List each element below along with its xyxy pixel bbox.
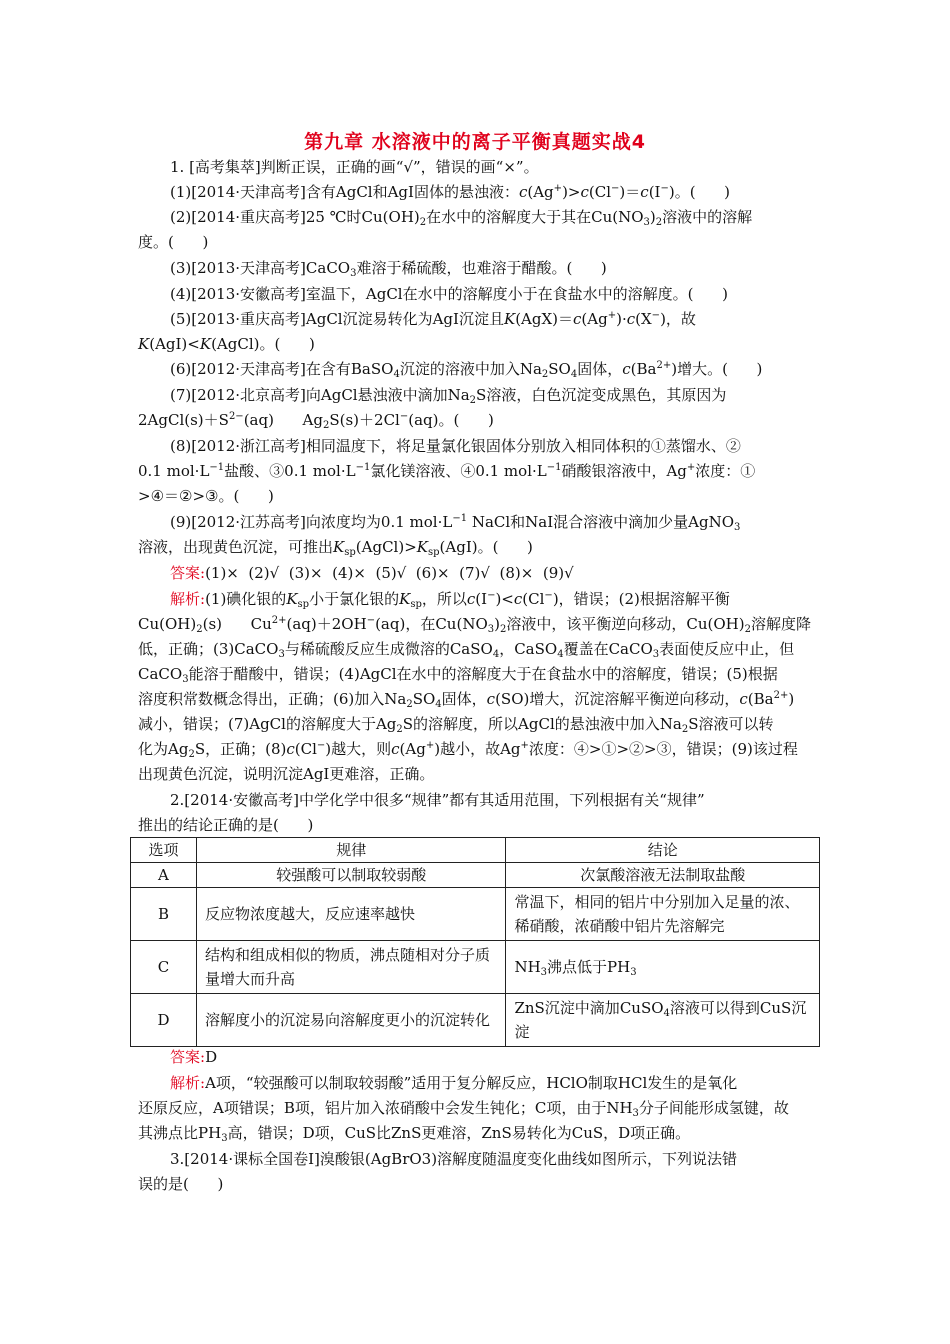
answer-label: 答案: xyxy=(170,1048,206,1066)
q2-stem-1: 2.[2014·安徽高考]中学化学中很多“规律”都有其适用范围，下列根据有关“规律” xyxy=(170,791,705,809)
q2-answer xyxy=(170,1047,217,1067)
table-header-row xyxy=(131,838,820,863)
q1-analysis-6: 减小，错误；(7)AgCl的溶解度大于$Ag_2S$的溶解度，所以AgCl的悬浊液中加入$Na_2S$溶液可以转 xyxy=(138,715,774,735)
row-option: D xyxy=(131,994,197,1047)
table-header-conclusion: 结论 xyxy=(506,838,820,863)
q1-item-3: (3)[2013·天津高考]CaCO$_3$难溶于稀硫酸，也难溶于醋酸。( ) xyxy=(170,259,607,279)
q1-item-2-cont: 度。( ) xyxy=(138,233,209,251)
q1-analysis-1: 解析:(1)碘化银的$K_{sp}$小于氯化银的$K_{sp}$，所以c(I−)<c(Cl−)，错误；(2)根据溶解平衡 xyxy=(170,590,730,610)
q2-analysis-1: 解析:A项，“较强酸可以制取较弱酸”适用于复分解反应，HClO制取HCl发生的是氧化 xyxy=(170,1074,738,1092)
q1-item-8-cont-1: 0.1 $mol\cdot L^{-1}$盐酸、③0.1 $mol\cdot L^{-1}$氯化镁溶液、④0.1 $mol\cdot L^{-1}$硝酸银溶液中，Ag+浓度：① xyxy=(138,462,756,480)
analysis-label: 解析: xyxy=(170,1074,206,1092)
row-rule: 较强酸可以制取较弱酸 xyxy=(196,863,506,888)
answer-label: 答案: xyxy=(170,564,206,582)
q1-item-2: (2)[2014·重庆高考]25 ℃时$Cu(OH)_2$在水中的溶解度大于其在$Cu(NO_3)_2$溶液中的溶解 xyxy=(170,208,753,228)
q1-item-5: (5)[2013·重庆高考]AgCl沉淀易转化为AgI沉淀且K(AgX)＝c(Ag+)·c(X−)，故 xyxy=(170,310,696,328)
q1-item-9: (9)[2012·江苏高考]向浓度均为0.1 $mol\cdot L^{-1}$ NaCl和NaI混合溶液中滴加少量AgNO$_3$ xyxy=(170,513,741,533)
row-option: A xyxy=(131,863,197,888)
table-row xyxy=(131,994,820,1047)
q3-stem-1: 3.[2014·课标全国卷Ⅰ]溴酸银(AgBrO3)溶解度随温度变化曲线如图所示，下列说法错 xyxy=(170,1150,738,1168)
q3-stem-2: 误的是( ) xyxy=(138,1175,224,1193)
q1-item-9-cont: 溶液，出现黄色沉淀，可推出$K_{sp}(AgCl)>K_{sp}(AgI)$。( ) xyxy=(138,538,533,558)
row-rule: 溶解度小的沉淀易向溶解度更小的沉淀转化 xyxy=(196,994,506,1047)
q1-item-8: (8)[2012·浙江高考]相同温度下，将足量氯化银固体分别放入相同体积的①蒸馏水、② xyxy=(170,437,741,455)
q2-analysis-3: 其沸点比$PH_3$高，错误；D项，CuS比ZnS更难溶，ZnS易转化为CuS，D项正确。 xyxy=(138,1124,691,1144)
table-row xyxy=(131,888,820,941)
q1-analysis-3: 低，正确；(3)CaCO$_3$与稀硫酸反应生成微溶的CaSO$_4$，CaSO$_4$覆盖在CaCO$_3$表面使反应中止，但 xyxy=(138,640,795,660)
q2-table xyxy=(130,837,820,1047)
q1-analysis-7: 化为$Ag_2S$，正确；(8)c(Cl−)越大，则c(Ag+)越小，故Ag+浓度：④>①>②>③，错误；(9)该过程 xyxy=(138,740,798,760)
q1-item-7: (7)[2012·北京高考]向AgCl悬浊液中滴加$Na_2S$溶液，白色沉淀变成黑色，其原因为 xyxy=(170,386,727,406)
q1-answer-text: (1)× (2)√ (3)× (4)× (5)√ (6)× (7)√ (8)× (9)√ xyxy=(205,564,574,582)
analysis-label: 解析: xyxy=(170,590,206,608)
row-conclusion: 次氯酸溶液无法制取盐酸 xyxy=(506,863,820,888)
q1-analysis-8: 出现黄色沉淀，说明沉淀AgI更难溶，正确。 xyxy=(138,765,435,783)
q1-analysis-4: CaCO$_3$能溶于醋酸中，错误；(4)AgCl在水中的溶解度大于在食盐水中的溶解度，错误；(5)根据 xyxy=(138,665,778,685)
row-conclusion: $NH_3$沸点低于$PH_3$ xyxy=(506,941,820,994)
table-header-rule: 规律 xyxy=(196,838,506,863)
q1-item-6: (6)[2012·天津高考]在含有BaSO$_4$沉淀的溶液中加入$Na_2SO_4$固体，$c(Ba^{2+})$增大。( ) xyxy=(170,360,763,380)
q2-answer-text: D xyxy=(205,1048,218,1066)
q1-analysis-2: $Cu(OH)_2(s)$ $Cu^{2+}(aq)+2OH^-(aq)$，在$Cu(NO_3)_2$溶液中，该平衡逆向移动，$Cu(OH)_2$溶解度降 xyxy=(138,615,811,635)
row-option: C xyxy=(131,941,197,994)
q1-item-5-cont: K(AgI)<K(AgCl)。( ) xyxy=(138,335,315,353)
q2-stem-2: 推出的结论正确的是( ) xyxy=(138,816,314,834)
table-header-option: 选项 xyxy=(131,838,197,863)
table-row xyxy=(131,941,820,994)
row-option: B xyxy=(131,888,197,941)
q1-item-1: (1)[2014·天津高考]含有AgCl和AgI固体的悬浊液：c(Ag+)>c(Cl−)＝c(I−)。( ) xyxy=(170,183,731,201)
q1-item-4: (4)[2013·安徽高考]室温下，AgCl在水中的溶解度小于在食盐水中的溶解度。( ) xyxy=(170,285,728,303)
q1-analysis-5: 溶度积常数概念得出，正确；(6)加入$Na_2SO_4$固体，c(SO)增大，沉淀溶解平衡逆向移动，$c(Ba^{2+})$ xyxy=(138,690,795,710)
chapter-title: 第九章 水溶液中的离子平衡真题实战4 xyxy=(304,131,646,153)
q1-answer xyxy=(170,563,574,583)
q1-item-8-cont-2: >④＝②>③。( ) xyxy=(138,487,274,505)
q2-analysis-2: 还原反应，A项错误；B项，铝片加入浓硝酸中会发生钝化；C项，由于$NH_3$分子间能形成氢键，故 xyxy=(138,1099,789,1119)
row-conclusion: ZnS沉淀中滴加CuSO$_4$溶液可以得到CuS沉淀 xyxy=(506,994,820,1047)
row-rule: 结构和组成相似的物质，沸点随相对分子质量增大而升高 xyxy=(196,941,506,994)
table-row xyxy=(131,863,820,888)
q1-stem: 1. [高考集萃]判断正误，正确的画“√”，错误的画“×”。 xyxy=(170,158,539,176)
row-conclusion: 常温下，相同的铝片中分别加入足量的浓、稀硝酸，浓硝酸中铝片先溶解完 xyxy=(506,888,820,941)
row-rule: 反应物浓度越大，反应速率越快 xyxy=(196,888,506,941)
q1-item-7-cont: $2AgCl(s)+S^{2-}(aq)$ $Ag_2S(s)+2Cl^-(aq)$。( ) xyxy=(138,411,494,431)
